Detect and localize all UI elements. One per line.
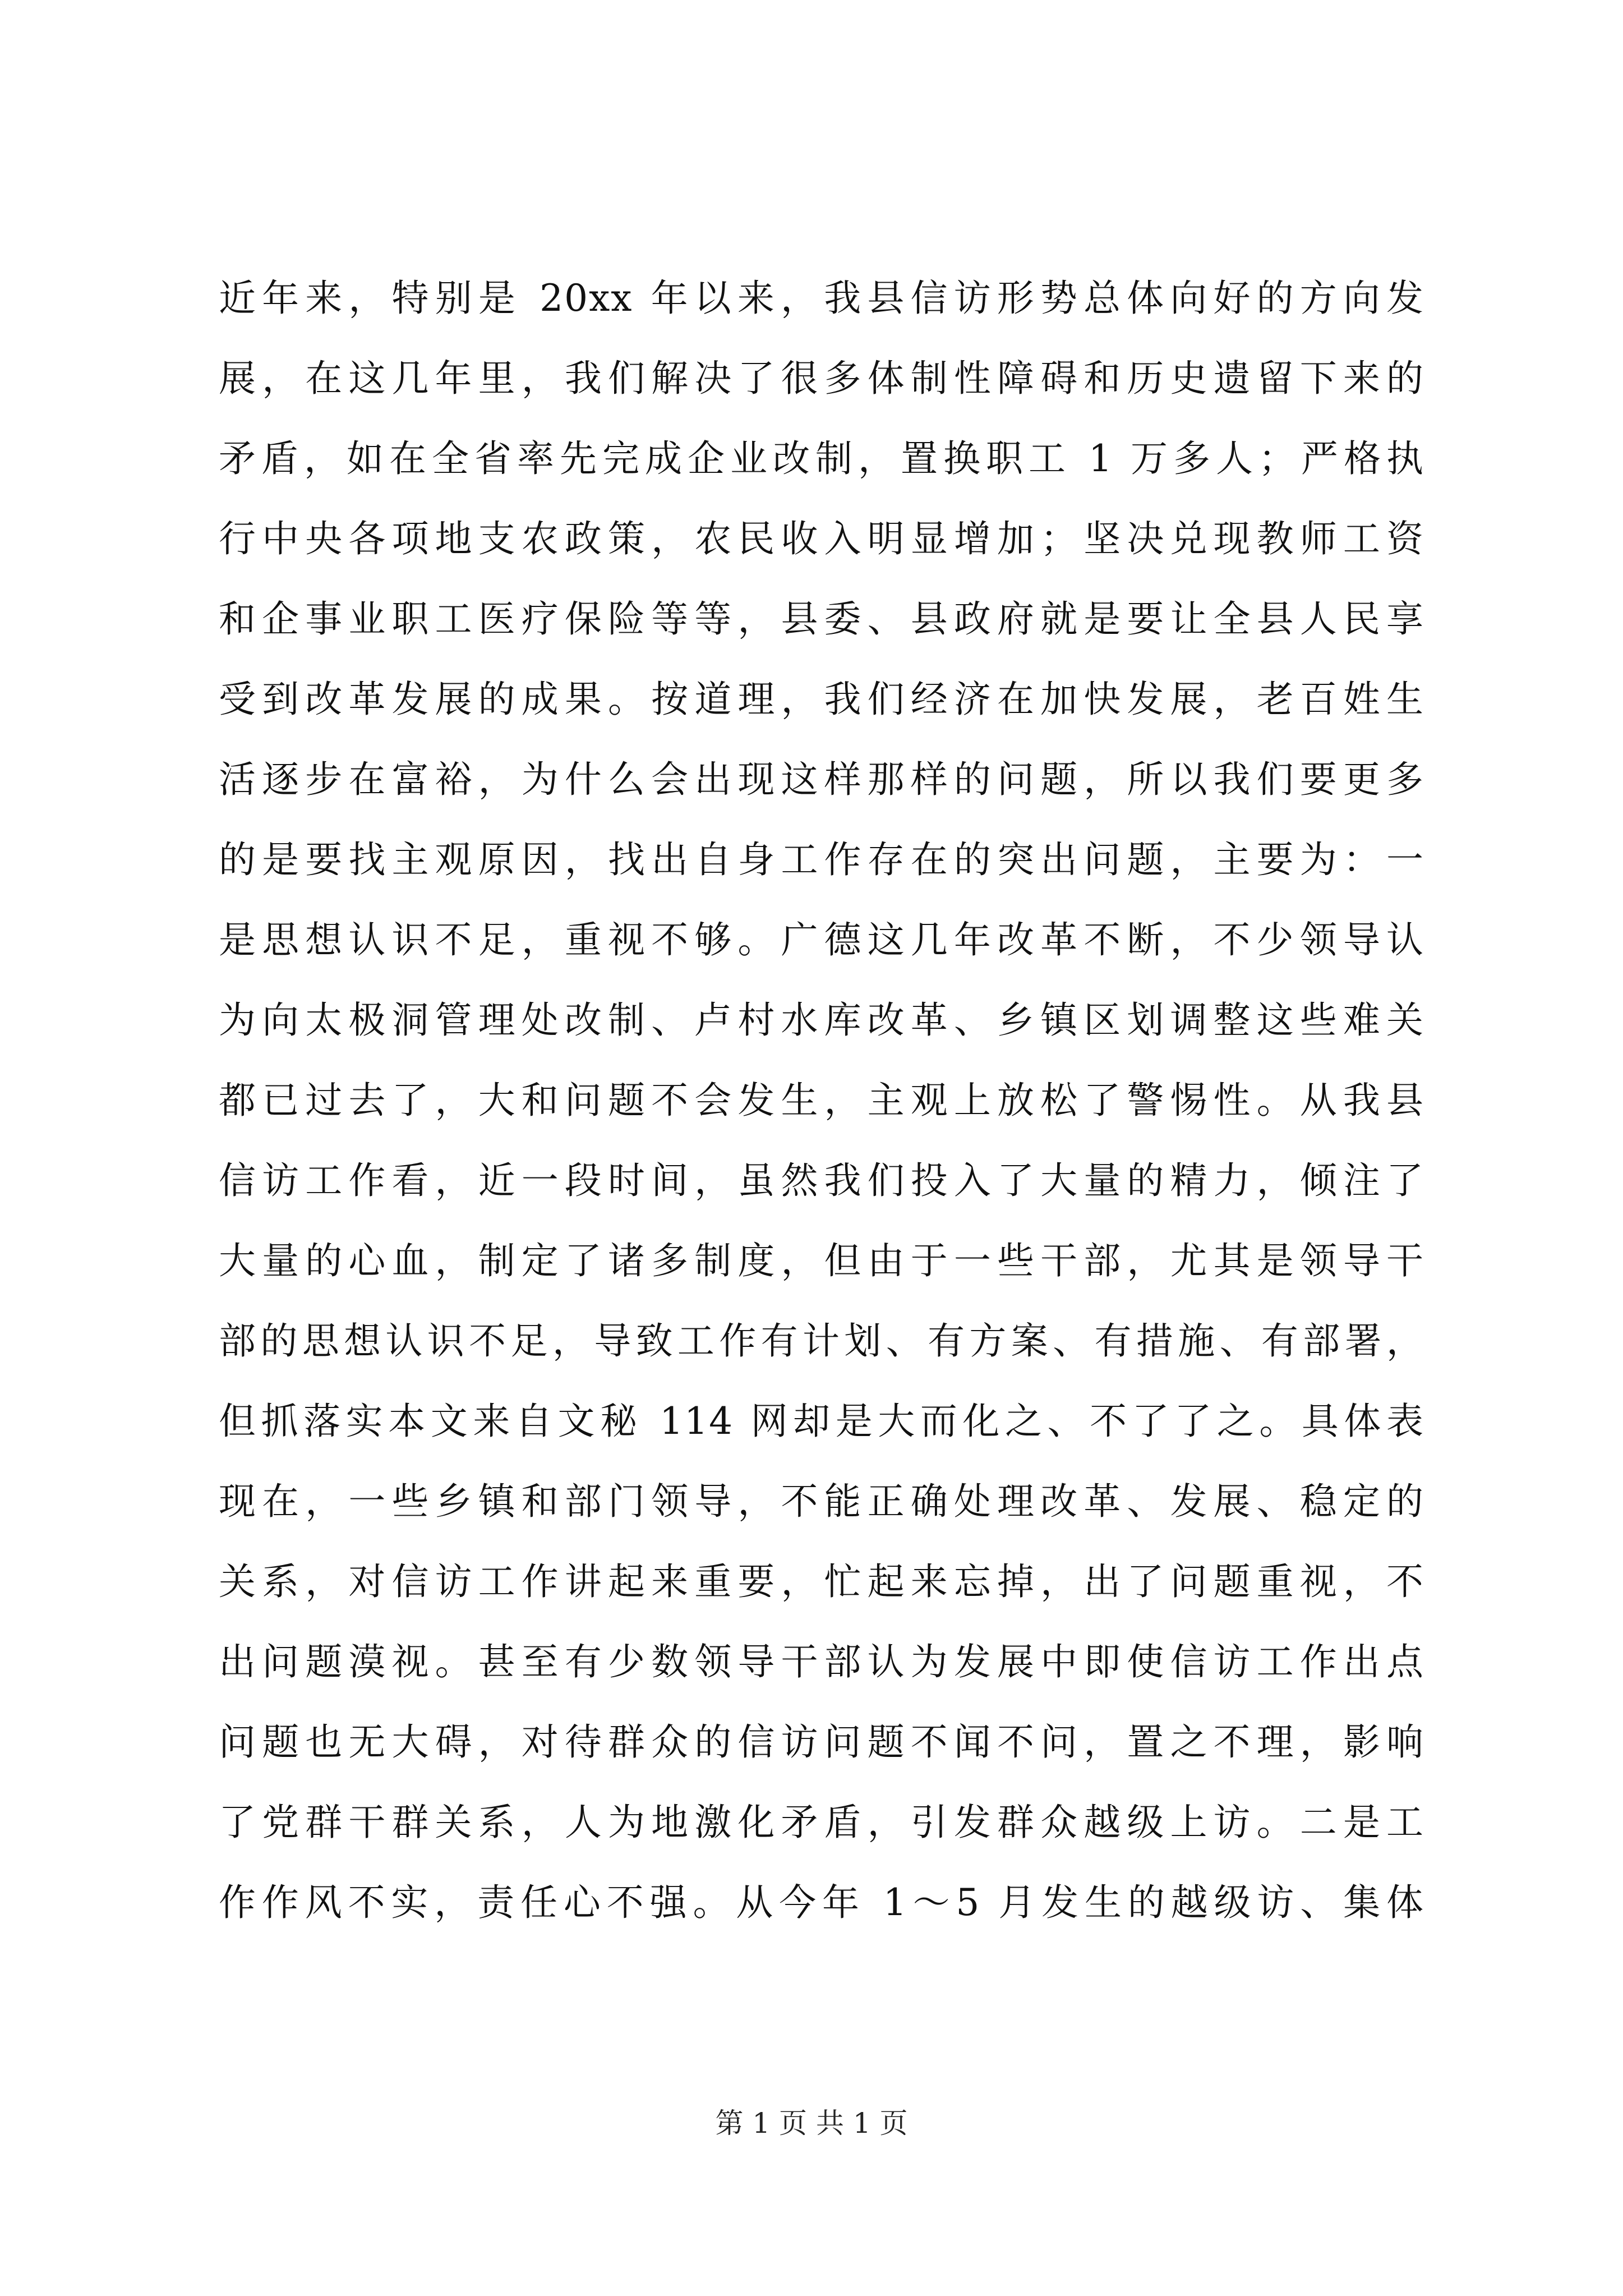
text-line: 都已过去了，大和问题不会发生，主观上放松了警惕性。从我县 [219, 1079, 1424, 1122]
text-line: 受到改革发展的成果。按道理，我们经济在加快发展，老百姓生 [219, 678, 1424, 721]
text-line: 和企事业职工医疗保险等等，县委、县政府就是要让全县人民享 [219, 597, 1424, 641]
text-line: 部的思想认识不足，导致工作有计划、有方案、有措施、有部署， [219, 1319, 1424, 1363]
text-line: 了党群干群关系，人为地激化矛盾，引发群众越级上访。二是工 [219, 1801, 1424, 1844]
text-line: 但抓落实本文来自文秘 114 网却是大而化之、不了了之。具体表 [219, 1400, 1424, 1443]
text-line: 是思想认识不足，重视不够。广德这几年改革不断，不少领导认 [219, 918, 1424, 961]
text-line: 作作风不实，责任心不强。从今年 1～5 月发生的越级访、集体 [219, 1881, 1424, 1924]
text-line: 展，在这几年里，我们解决了很多体制性障碍和历史遗留下来的 [219, 357, 1424, 400]
text-line: 问题也无大碍，对待群众的信访问题不闻不问，置之不理，影响 [219, 1720, 1424, 1764]
text-line: 大量的心血，制定了诸多制度，但由于一些干部，尤其是领导干 [219, 1239, 1424, 1282]
text-line: 关系，对信访工作讲起来重要，忙起来忘掉，出了问题重视，不 [219, 1560, 1424, 1603]
page-footer: 第 1 页 共 1 页 [715, 2107, 908, 2139]
text-line: 的是要找主观原因，找出自身工作存在的突出问题，主要为：一 [219, 838, 1424, 881]
text-line: 为向太极洞管理处改制、卢村水库改革、乡镇区划调整这些难关 [219, 999, 1424, 1042]
text-line: 现在，一些乡镇和部门领导，不能正确处理改革、发展、稳定的 [219, 1480, 1424, 1523]
text-line: 出问题漠视。甚至有少数领导干部认为发展中即使信访工作出点 [219, 1640, 1424, 1683]
text-line: 行中央各项地支农政策，农民收入明显增加；坚决兑现教师工资 [219, 517, 1424, 560]
text-line: 信访工作看，近一段时间，虽然我们投入了大量的精力，倾注了 [219, 1159, 1424, 1202]
text-line: 近年来，特别是 20xx 年以来，我县信访形势总体向好的方向发 [219, 277, 1424, 320]
text-line: 矛盾，如在全省率先完成企业改制，置换职工 1 万多人；严格执 [219, 437, 1424, 480]
body-text [219, 258, 1424, 1943]
text-line: 活逐步在富裕，为什么会出现这样那样的问题，所以我们要更多 [219, 758, 1424, 801]
